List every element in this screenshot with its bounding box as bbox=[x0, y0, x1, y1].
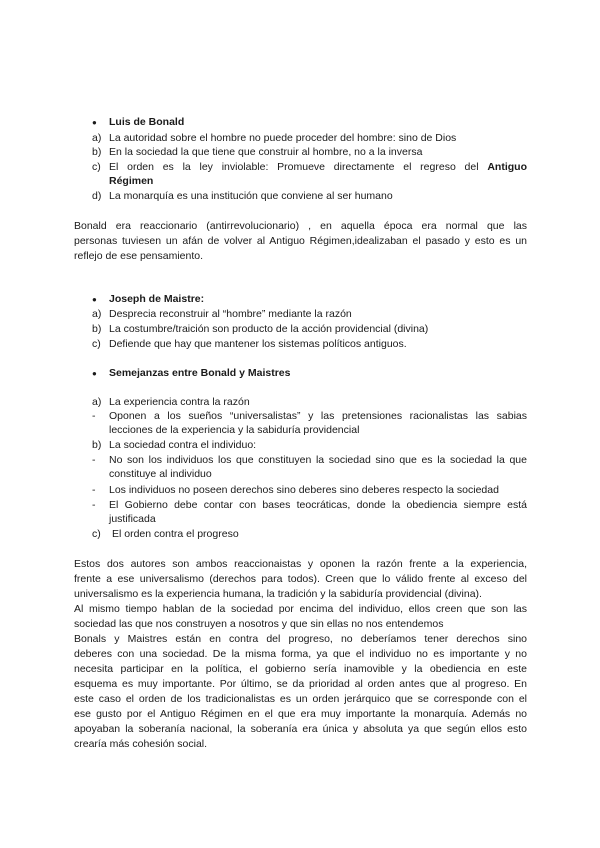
paragraph-line: necesita participar en la política, el gobierno sería inamovible y la obediencia en este bbox=[74, 663, 527, 675]
paragraph-line: sociedad las que nos construyen a nosotros y que sin ellas no nos entendemos bbox=[74, 618, 444, 630]
bold-term: Antiguo bbox=[487, 161, 527, 173]
list-marker: d) bbox=[92, 190, 102, 202]
paragraph-line: personas tuviesen un afán de volver al Antiguo Régimen,idealizaban el pasado y esto es un bbox=[74, 235, 527, 247]
list-item: La autoridad sobre el hombre no puede proceder del hombre: sino de Dios bbox=[109, 132, 457, 144]
list-marker: a) bbox=[92, 132, 102, 144]
list-item: Desprecia reconstruir al “hombre” mediante la razón bbox=[109, 308, 352, 320]
list-item: El Gobierno debe contar con bases teocráticas, donde la obediencia siempre está bbox=[109, 499, 527, 511]
paragraph-line: ese gusto por el Antiguo Régimen en el que era muy importante la monarquía. Además no bbox=[74, 708, 527, 720]
paragraph-line: universalismo es la experiencia humana, la tradición y la sabiduría providencial (divina). bbox=[74, 588, 482, 600]
list-marker: c) bbox=[92, 338, 101, 350]
list-item: La monarquía es una institución que conviene al ser humano bbox=[109, 190, 393, 202]
bullet-icon: ● bbox=[92, 369, 97, 378]
list-item: La sociedad contra el individuo: bbox=[109, 439, 257, 451]
list-marker: b) bbox=[92, 146, 102, 158]
paragraph-line: deberes con una sociedad. De la misma forma, ya que el individuo no es importante y no bbox=[74, 648, 527, 660]
list-item: lecciones de la experiencia y la sabiduría providencial bbox=[109, 424, 360, 436]
dash-marker: - bbox=[92, 454, 96, 466]
paragraph-line: frente a ese universalismo (derechos para todos). Creen que lo válido frente al exceso del bbox=[74, 573, 527, 585]
list-item: Oponen a los sueños “universalistas” y las pretensiones racionalistas las sabias bbox=[109, 410, 527, 422]
list-item: La costumbre/traición son producto de la acción providencial (divina) bbox=[109, 323, 429, 335]
list-item: Los individuos no poseen derechos sino deberes sino deberes respecto la sociedad bbox=[109, 484, 499, 496]
paragraph-line: reflejo de ese pensamiento. bbox=[74, 250, 203, 262]
dash-marker: - bbox=[92, 410, 96, 422]
dash-marker: - bbox=[92, 484, 96, 496]
paragraph-line: crearía más cohesión social. bbox=[74, 738, 208, 750]
list-marker: b) bbox=[92, 323, 102, 335]
list-marker: b) bbox=[92, 439, 102, 451]
paragraph-line: apoyaban la soberanía nacional, la soberanía era única y absoluta ya que según ellos esto bbox=[74, 723, 527, 735]
paragraph-line: este caso el orden de los tradicionalistas es un orden jerárquico que se corresponde con el bbox=[74, 693, 527, 705]
list-item: No son los individuos los que constituyen la sociedad sino que es la sociedad la que bbox=[109, 454, 527, 466]
list-marker: c) bbox=[92, 528, 101, 540]
bullet-icon: ● bbox=[92, 118, 97, 127]
bold-term: Régimen bbox=[109, 175, 154, 187]
bonald-heading: Luis de Bonald bbox=[109, 116, 185, 128]
list-item: El orden contra el progreso bbox=[112, 528, 239, 540]
list-marker: a) bbox=[92, 396, 102, 408]
paragraph-line: Bonals y Maistres están en contra del progreso, no deberíamos tener derechos sino bbox=[74, 633, 527, 645]
list-marker: c) bbox=[92, 161, 101, 173]
list-item: En la sociedad la que tiene que construir al hombre, no a la inversa bbox=[109, 146, 423, 158]
paragraph-line: Bonald era reaccionario (antirrevolucionario) , en aquella época era normal que las bbox=[74, 220, 527, 232]
paragraph-line: Al mismo tiempo hablan de la sociedad por encima del individuo, ellos creen que son las bbox=[74, 603, 527, 615]
list-marker: a) bbox=[92, 308, 102, 320]
maistre-heading: Joseph de Maistre: bbox=[109, 293, 205, 305]
list-item: Defiende que hay que mantener los sistemas políticos antiguos. bbox=[109, 338, 407, 350]
dash-marker: - bbox=[92, 499, 96, 511]
list-item: La experiencia contra la razón bbox=[109, 396, 250, 408]
list-item: justificada bbox=[109, 513, 156, 525]
paragraph-line: esquema es muy importante. Por último, se da prioridad al orden antes que al progreso. En bbox=[74, 678, 527, 690]
semejanzas-heading: Semejanzas entre Bonald y Maistres bbox=[109, 367, 291, 379]
bullet-icon: ● bbox=[92, 295, 97, 304]
list-item: constituye al individuo bbox=[109, 468, 212, 480]
paragraph-line: Estos dos autores son ambos reaccionaistas y oponen la razón frente a la experiencia, bbox=[74, 558, 527, 570]
list-item-text: El orden es la ley inviolable: Promueve directamente el regreso del bbox=[109, 161, 488, 173]
list-item bbox=[109, 161, 527, 174]
